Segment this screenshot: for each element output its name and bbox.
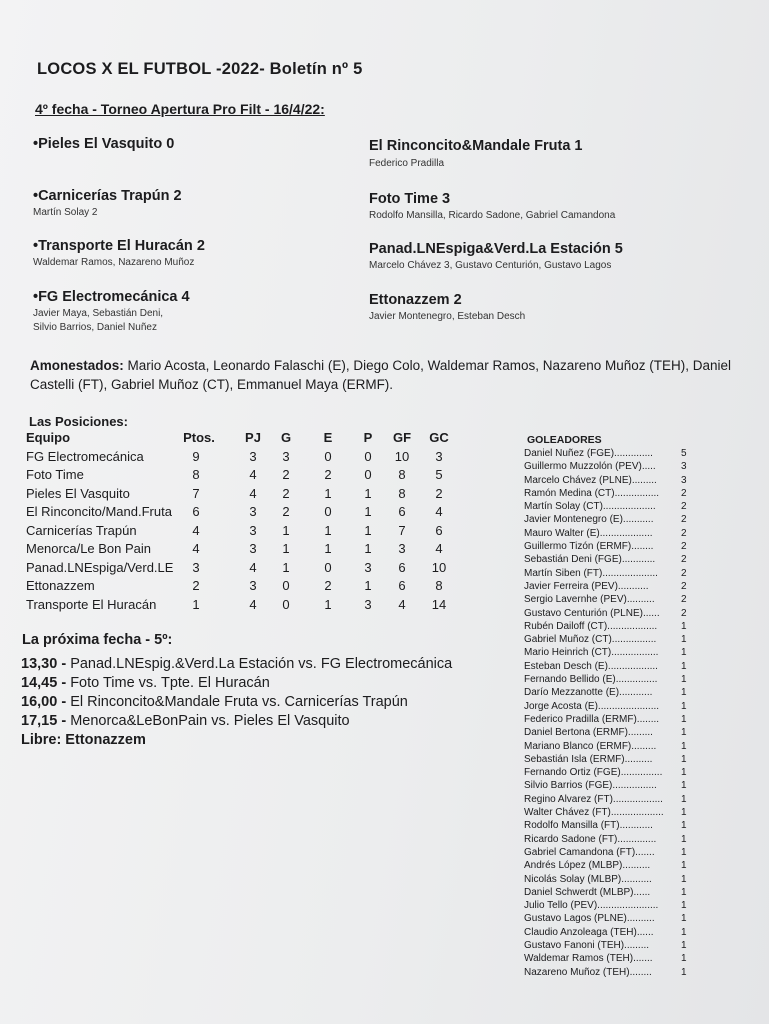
standing-drawn: 1 [324,485,332,501]
scorer-goals: 2 [681,487,687,499]
standing-played: 4 [249,596,257,612]
result-1-home [33,136,174,152]
standing-goals-for: 6 [398,578,406,593]
standing-points: 4 [192,522,200,538]
scorer-row [524,594,694,607]
standing-points: 8 [192,467,200,482]
scorer-name: Guillermo Muzzolón (PEV)..... [524,461,656,473]
scorer-goals: 1 [681,873,687,885]
standing-goals-against: 8 [435,578,443,593]
scorer-row [524,647,694,660]
next-fixture-list [21,656,452,751]
result-3-home [33,238,205,270]
result-scorers: Marcelo Chávez 3, Gustavo Centurión, Gustavo Lagos [369,260,612,271]
fixture-item [21,675,452,694]
scorer-goals: 1 [681,966,687,978]
standing-team: Menorca/Le Bon Pain [26,541,152,556]
scorer-goals: 1 [681,939,687,951]
scorer-goals: 2 [681,567,687,579]
cautioned-players [30,356,750,394]
header-team: Equipo [26,430,71,445]
matchday-subtitle: 4º fecha - Torneo Apertura Pro Filt - 16/4/22: [35,101,325,117]
scorer-name: Darío Mezzanotte (E)............ [524,687,653,699]
standing-played: 3 [249,541,257,556]
fixture-time: 17,15 - [21,713,67,729]
standing-goals-for: 6 [398,504,406,519]
scorer-name: Mario Heinrich (CT)................. [524,647,659,659]
standing-points: 3 [192,559,200,575]
next-fixture-title: La próxima fecha - 5º: [22,632,173,648]
scorer-goals: 5 [681,448,687,459]
standing-team: FG Electromecánica [26,448,144,464]
standing-goals-against: 6 [435,522,443,538]
standing-team: Panad.LNEspiga/Verd.LE [26,559,174,575]
fixture-match: Menorca&LeBonPain vs. Pieles El Vasquito [70,713,350,729]
scorer-row [524,741,694,754]
scorer-goals: 2 [681,580,687,592]
standing-points: 7 [192,485,200,501]
result-4-away [369,292,525,324]
scorer-name: Martín Siben (FT).................... [524,567,658,579]
scorer-row [524,900,694,913]
scorer-goals: 1 [681,953,687,965]
standing-goals-against: 2 [435,485,443,501]
standing-goals-against: 10 [431,559,447,575]
scorer-row [524,767,694,780]
next-fixture-matches [21,656,452,732]
scorer-goals: 1 [681,926,687,938]
scorer-name: Fernando Bellido (E)............... [524,674,658,686]
standing-drawn: 0 [324,559,332,575]
standing-drawn: 1 [324,522,332,538]
scorer-row [524,634,694,647]
scorers-title: GOLEADORES [527,434,602,446]
standing-points: 9 [192,448,200,464]
scorer-goals: 2 [681,554,687,566]
result-2-home [33,188,182,220]
cautioned-label: Amonestados: [30,358,124,373]
scorer-goals: 1 [681,846,687,858]
standing-goals-against: 3 [435,448,443,464]
scorer-row [524,807,694,820]
scorer-row [524,621,694,634]
standing-team: Carnicerías Trapún [26,522,137,538]
scorer-goals: 2 [681,514,687,526]
scorer-goals: 1 [681,780,687,792]
scorer-name: Federico Pradilla (ERMF)........ [524,713,660,725]
fixture-time: 14,45 - [21,675,67,691]
scorer-name: Rodolfo Mansilla (FT)............ [524,820,653,832]
result-scorers: Silvio Barrios, Daniel Nuñez [33,322,157,333]
standing-lost: 0 [364,448,372,464]
scorer-name: Sebastián Isla (ERMF).......... [524,753,653,765]
scorer-goals: 1 [681,620,687,632]
scorer-goals: 1 [681,860,687,872]
scorer-goals: 1 [681,687,687,699]
scorer-name: Andrés López (MLBP).......... [524,860,651,872]
result-team: Foto Time 3 [369,191,451,207]
standing-goals-for: 7 [398,522,406,538]
scorer-name: Ricardo Sadone (FT).............. [524,833,657,845]
result-2-away [369,191,615,223]
header-drawn: E [323,430,333,445]
scorer-row [524,780,694,793]
fixture-item [21,713,452,732]
fixture-item [21,656,452,675]
scorer-name: Gabriel Muñoz (CT)................ [524,634,657,646]
scorer-goals: 1 [681,700,687,712]
scorer-goals: 1 [681,793,687,805]
scorer-row [524,448,694,461]
standing-team: Foto Time [26,467,84,482]
standing-goals-against: 4 [435,541,443,556]
scorer-goals: 1 [681,634,687,646]
standing-drawn: 0 [324,504,332,519]
scorer-row [524,554,694,567]
scorer-row [524,581,694,594]
fixture-match: Foto Time vs. Tpte. El Huracán [70,675,270,691]
scorer-row [524,847,694,860]
scorer-row [524,687,694,700]
scorer-row [524,461,694,474]
scorers-list [524,448,694,980]
standing-drawn: 0 [324,448,332,464]
standing-won: 0 [282,596,290,612]
scorer-row [524,967,694,980]
scorer-name: Marcelo Chávez (PLNE)......... [524,474,657,486]
standing-team: Transporte El Huracán [26,596,157,612]
header-played: PJ [245,430,261,445]
bye-team: Libre: Ettonazzem [21,732,146,748]
standing-won: 2 [282,467,290,482]
scorer-goals: 1 [681,660,687,672]
scorer-row [524,794,694,807]
standing-won: 0 [282,578,290,593]
standings-title: Las Posiciones: [29,414,128,429]
standing-goals-against: 5 [435,467,443,482]
scorer-row [524,608,694,621]
scorer-name: Mauro Walter (E)................... [524,527,653,539]
standing-goals-for: 10 [394,448,410,464]
scorer-goals: 3 [681,461,687,473]
scorer-row [524,501,694,514]
standing-won: 1 [282,559,290,575]
scorer-row [524,514,694,527]
standing-points: 4 [192,541,200,556]
result-4-home [33,289,190,335]
result-scorers: Rodolfo Mansilla, Ricardo Sadone, Gabriel Camandona [369,210,616,221]
standing-drawn: 1 [324,541,332,556]
scorer-row [524,927,694,940]
scorer-name: Jorge Acosta (E)...................... [524,700,660,712]
standing-points: 1 [192,596,200,612]
standing-goals-against: 14 [431,596,447,612]
scorer-row [524,874,694,887]
scorer-name: Mariano Blanco (ERMF)......... [524,740,657,752]
standing-lost: 1 [364,522,372,538]
scorer-row [524,541,694,554]
standing-won: 1 [282,541,290,556]
result-scorers: Waldemar Ramos, Nazareno Muñoz [33,257,195,268]
scorer-row [524,475,694,488]
fixture-match: El Rinconcito&Mandale Fruta vs. Carnicerías Trapún [70,694,408,710]
scorer-name: Daniel Schwerdt (MLBP)...... [524,886,651,898]
standing-goals-against: 4 [435,504,443,519]
result-scorers: Javier Maya, Sebastián Deni, [33,308,164,319]
result-team: •FG Electromecánica 4 [33,289,190,305]
standing-goals-for: 4 [398,596,406,612]
fixture-time: 16,00 - [21,694,67,710]
scorer-goals: 3 [681,474,687,486]
scorer-goals: 1 [681,674,687,686]
scorer-goals: 1 [681,727,687,739]
fixture-time: 13,30 - [21,656,67,672]
fixture-item [21,694,452,713]
scorer-goals: 1 [681,713,687,725]
result-team: Panad.LNEspiga&Verd.La Estación 5 [369,241,623,257]
scorer-goals: 1 [681,900,687,912]
standing-played: 3 [249,504,257,519]
scorer-name: Fernando Ortiz (FGE)............... [524,767,663,779]
standing-played: 4 [249,485,257,501]
standing-played: 3 [249,448,257,464]
scorer-row [524,568,694,581]
standing-goals-for: 6 [398,559,406,575]
scorer-name: Claudio Anzoleaga (TEH)...... [524,926,654,938]
standing-goals-for: 8 [398,485,406,501]
standing-team: Pieles El Vasquito [26,485,130,501]
scorer-name: Guillermo Tizón (ERMF)........ [524,541,654,553]
scorer-row [524,488,694,501]
scorer-row [524,887,694,900]
result-team: •Pieles El Vasquito 0 [33,136,175,152]
scorer-name: Martín Solay (CT)................... [524,501,656,513]
header-goals-against: GC [429,430,449,445]
scorer-row [524,528,694,541]
scorer-goals: 1 [681,807,687,819]
standing-drawn: 2 [324,578,332,593]
standing-won: 3 [282,448,290,464]
standing-points: 2 [192,578,200,593]
standing-lost: 1 [364,578,372,593]
scorer-name: Gustavo Centurión (PLNE)...... [524,607,660,619]
header-goals-for: GF [392,430,412,445]
standing-lost: 3 [364,596,372,612]
scorer-row [524,754,694,767]
scorer-name: Nicolás Solay (MLBP)........... [524,873,652,885]
scorer-row [524,913,694,926]
scorer-goals: 1 [681,913,687,925]
scorer-name: Daniel Nuñez (FGE).............. [524,448,653,459]
standing-team: El Rinconcito/Mand.Fruta [26,504,172,519]
scorer-name: Gustavo Lagos (PLNE).......... [524,913,655,925]
fixture-match: Panad.LNEspig.&Verd.La Estación vs. FG Electromecánica [70,656,453,672]
scorer-goals: 1 [681,753,687,765]
scorer-name: Julio Tello (PEV)...................... [524,900,659,912]
result-team: •Carnicerías Trapún 2 [33,188,182,204]
scorer-row [524,860,694,873]
scorer-row [524,834,694,847]
scorer-name: Gustavo Fanoni (TEH)......... [524,939,650,951]
scorer-name: Javier Ferreira (PEV)........... [524,580,649,592]
result-team: •Transporte El Huracán 2 [33,238,205,254]
result-1-away [369,138,583,171]
scorer-name: Esteban Desch (E).................. [524,660,658,672]
standing-won: 2 [282,485,290,501]
standing-played: 3 [249,522,257,538]
scorer-row [524,953,694,966]
scorer-goals: 2 [681,594,687,606]
result-team: El Rinconcito&Mandale Fruta 1 [369,138,583,154]
standing-lost: 1 [364,485,372,501]
bulletin-title: LOCOS X EL FUTBOL -2022- Boletín nº 5 [37,60,363,78]
scorer-name: Sergio Lavernhe (PEV).......... [524,594,655,606]
scorer-row [524,940,694,953]
scorer-row [524,701,694,714]
header-points: Ptos. [183,430,215,445]
scorer-row [524,674,694,687]
scorer-goals: 2 [681,527,687,539]
scorer-goals: 2 [681,607,687,619]
standing-drawn: 2 [324,467,332,482]
result-scorers: Javier Montenegro, Esteban Desch [369,311,526,322]
standing-lost: 1 [364,541,372,556]
standing-points: 6 [192,504,200,519]
scorer-goals: 1 [681,740,687,752]
result-team: Ettonazzem 2 [369,292,462,308]
scorer-row [524,820,694,833]
scorer-name: Rubén Dailoff (CT).................. [524,620,658,632]
scorer-name: Javier Montenegro (E)........... [524,514,654,526]
scorer-goals: 1 [681,647,687,659]
standing-played: 4 [249,559,257,575]
scorer-goals: 1 [681,767,687,779]
scorer-name: Walter Chávez (FT)................... [524,807,664,819]
header-won: G [280,430,292,445]
standing-played: 4 [249,467,257,482]
scorer-name: Nazareno Muñoz (TEH)........ [524,966,652,978]
standing-won: 2 [282,504,290,519]
cautioned-list: Mario Acosta, Leonardo Falaschi (E), Diego Colo, Waldemar Ramos, Nazareno Muñoz (TEH), Daniel Castelli (FT), Gabriel Muñoz (CT), Emmanuel Maya (ERMF). [30,358,732,392]
scorer-name: Regino Alvarez (FT).................. [524,793,663,805]
scorer-row [524,714,694,727]
scorer-name: Waldemar Ramos (TEH)....... [524,953,653,965]
standing-played: 3 [249,578,257,593]
header-lost: P [363,430,373,445]
result-3-away [369,241,623,273]
scorer-row [524,727,694,740]
standing-lost: 0 [364,467,372,482]
standing-won: 1 [282,522,290,538]
standing-lost: 3 [364,559,372,575]
standing-team: Ettonazzem [26,578,95,593]
result-scorers: Martín Solay 2 [33,207,98,218]
scorer-name: Daniel Bertona (ERMF)......... [524,727,653,739]
scorer-goals: 2 [681,541,687,553]
scorer-row [524,661,694,674]
scorer-name: Sebastián Deni (FGE)............ [524,554,656,566]
standing-goals-for: 8 [398,467,406,482]
scorer-goals: 1 [681,833,687,845]
scorer-goals: 1 [681,886,687,898]
standing-goals-for: 3 [398,541,406,556]
scorer-name: Silvio Barrios (FGE)................ [524,780,657,792]
standing-drawn: 1 [324,596,332,612]
scorer-name: Gabriel Camandona (FT)....... [524,846,655,858]
standing-lost: 1 [364,504,372,519]
result-scorers: Federico Pradilla [369,158,445,169]
scorer-name: Ramón Medina (CT)................ [524,487,660,499]
scorer-goals: 2 [681,501,687,513]
scorer-goals: 1 [681,820,687,832]
